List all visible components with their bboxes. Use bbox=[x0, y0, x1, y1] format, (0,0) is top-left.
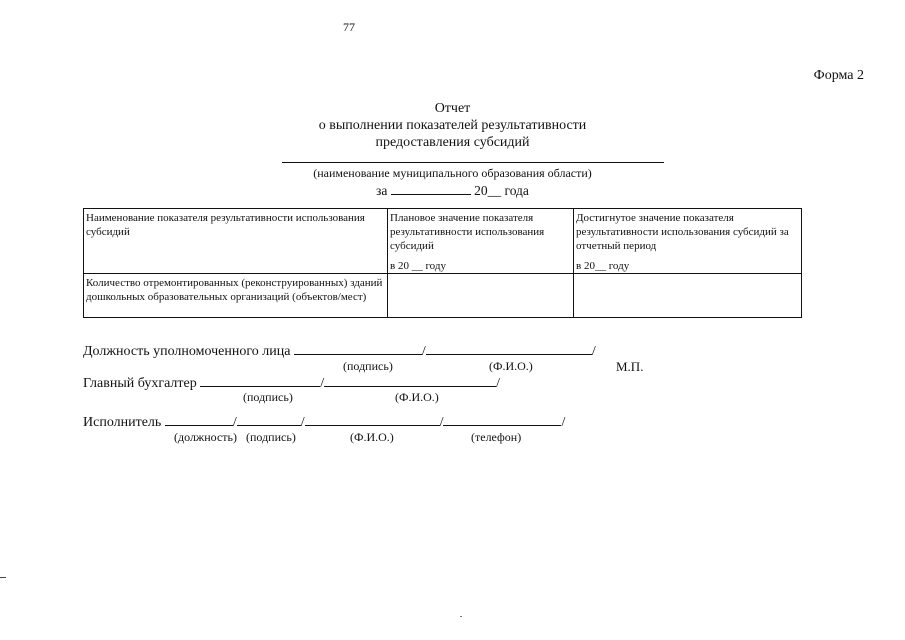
header-indicator-text: Наименование показателя результативности использования субсидий bbox=[86, 212, 365, 238]
period-prefix: за bbox=[376, 183, 388, 198]
header-cell-planned bbox=[388, 209, 574, 274]
row-indicator-name: Количество отремонтированных (реконструированных) зданий дошкольных образовательных организаций (объектов/мест) bbox=[84, 274, 388, 318]
period-suffix: года bbox=[504, 183, 529, 198]
period-blank-line[interactable] bbox=[391, 182, 471, 195]
header-cell-indicator bbox=[84, 209, 388, 274]
row-achieved-value[interactable] bbox=[574, 274, 802, 318]
accountant-signature-caption: (подпись) bbox=[243, 390, 293, 404]
executor-name-field[interactable] bbox=[305, 413, 440, 426]
accountant-name-field[interactable] bbox=[324, 374, 496, 387]
header-planned-text: Плановое значение показателя результативности использования субсидий bbox=[390, 212, 545, 252]
accountant-signature-line: Главный бухгалтер / / bbox=[83, 376, 501, 391]
executor-phone-caption: (телефон) bbox=[471, 430, 522, 444]
report-period bbox=[0, 182, 905, 199]
executor-signature-field[interactable] bbox=[237, 413, 301, 426]
executor-phone-field[interactable] bbox=[443, 413, 561, 426]
indicators-table bbox=[83, 208, 802, 318]
stamp-label: М.П. bbox=[616, 359, 644, 374]
executor-label: Исполнитель bbox=[83, 415, 162, 430]
accountant-label: Главный бухгалтер bbox=[83, 376, 197, 391]
accountant-name-caption: (Ф.И.О.) bbox=[395, 390, 439, 404]
header-achieved-year: в 20__ году bbox=[576, 260, 630, 272]
executor-name-caption: (Ф.И.О.) bbox=[350, 430, 394, 444]
row-planned-value[interactable] bbox=[388, 274, 574, 318]
executor-position-field[interactable] bbox=[165, 413, 233, 426]
accountant-signature-field[interactable] bbox=[200, 374, 320, 387]
executor-signature-line: Исполнитель / / / / bbox=[83, 415, 566, 430]
executor-signature-caption: (подпись) bbox=[246, 430, 296, 444]
official-signature-field[interactable] bbox=[294, 342, 422, 355]
header-cell-achieved bbox=[574, 209, 802, 274]
form-label: Форма 2 bbox=[813, 68, 864, 83]
scan-margin-mark bbox=[0, 577, 6, 578]
municipality-name-line[interactable] bbox=[282, 162, 664, 163]
report-subtitle-line-2: предоставления субсидий bbox=[375, 135, 530, 150]
official-signature-line: Должность уполномоченного лица / / bbox=[83, 344, 596, 359]
report-subtitle-line-1: о выполнении показателей результативности bbox=[318, 118, 587, 133]
table-header-row bbox=[84, 209, 802, 274]
official-label: Должность уполномоченного лица bbox=[83, 344, 291, 359]
municipality-caption: (наименование муниципального образования области) bbox=[313, 166, 592, 180]
official-signature-caption: (подпись) bbox=[343, 359, 393, 373]
report-title: Отчет bbox=[434, 101, 471, 116]
page-number: 77 bbox=[343, 20, 355, 34]
header-planned-year: в 20 __ году bbox=[390, 260, 446, 272]
official-name-caption: (Ф.И.О.) bbox=[489, 359, 533, 373]
period-year-blank[interactable]: __ bbox=[487, 183, 502, 198]
header-achieved-text: Достигнутое значение показателя результативности использования субсидий за отчетный период bbox=[576, 212, 789, 252]
executor-position-caption: (должность) bbox=[174, 430, 237, 444]
period-year-prefix: 20 bbox=[474, 183, 488, 198]
table-row bbox=[84, 274, 802, 318]
official-name-field[interactable] bbox=[426, 342, 592, 355]
scan-speck bbox=[460, 616, 462, 617]
